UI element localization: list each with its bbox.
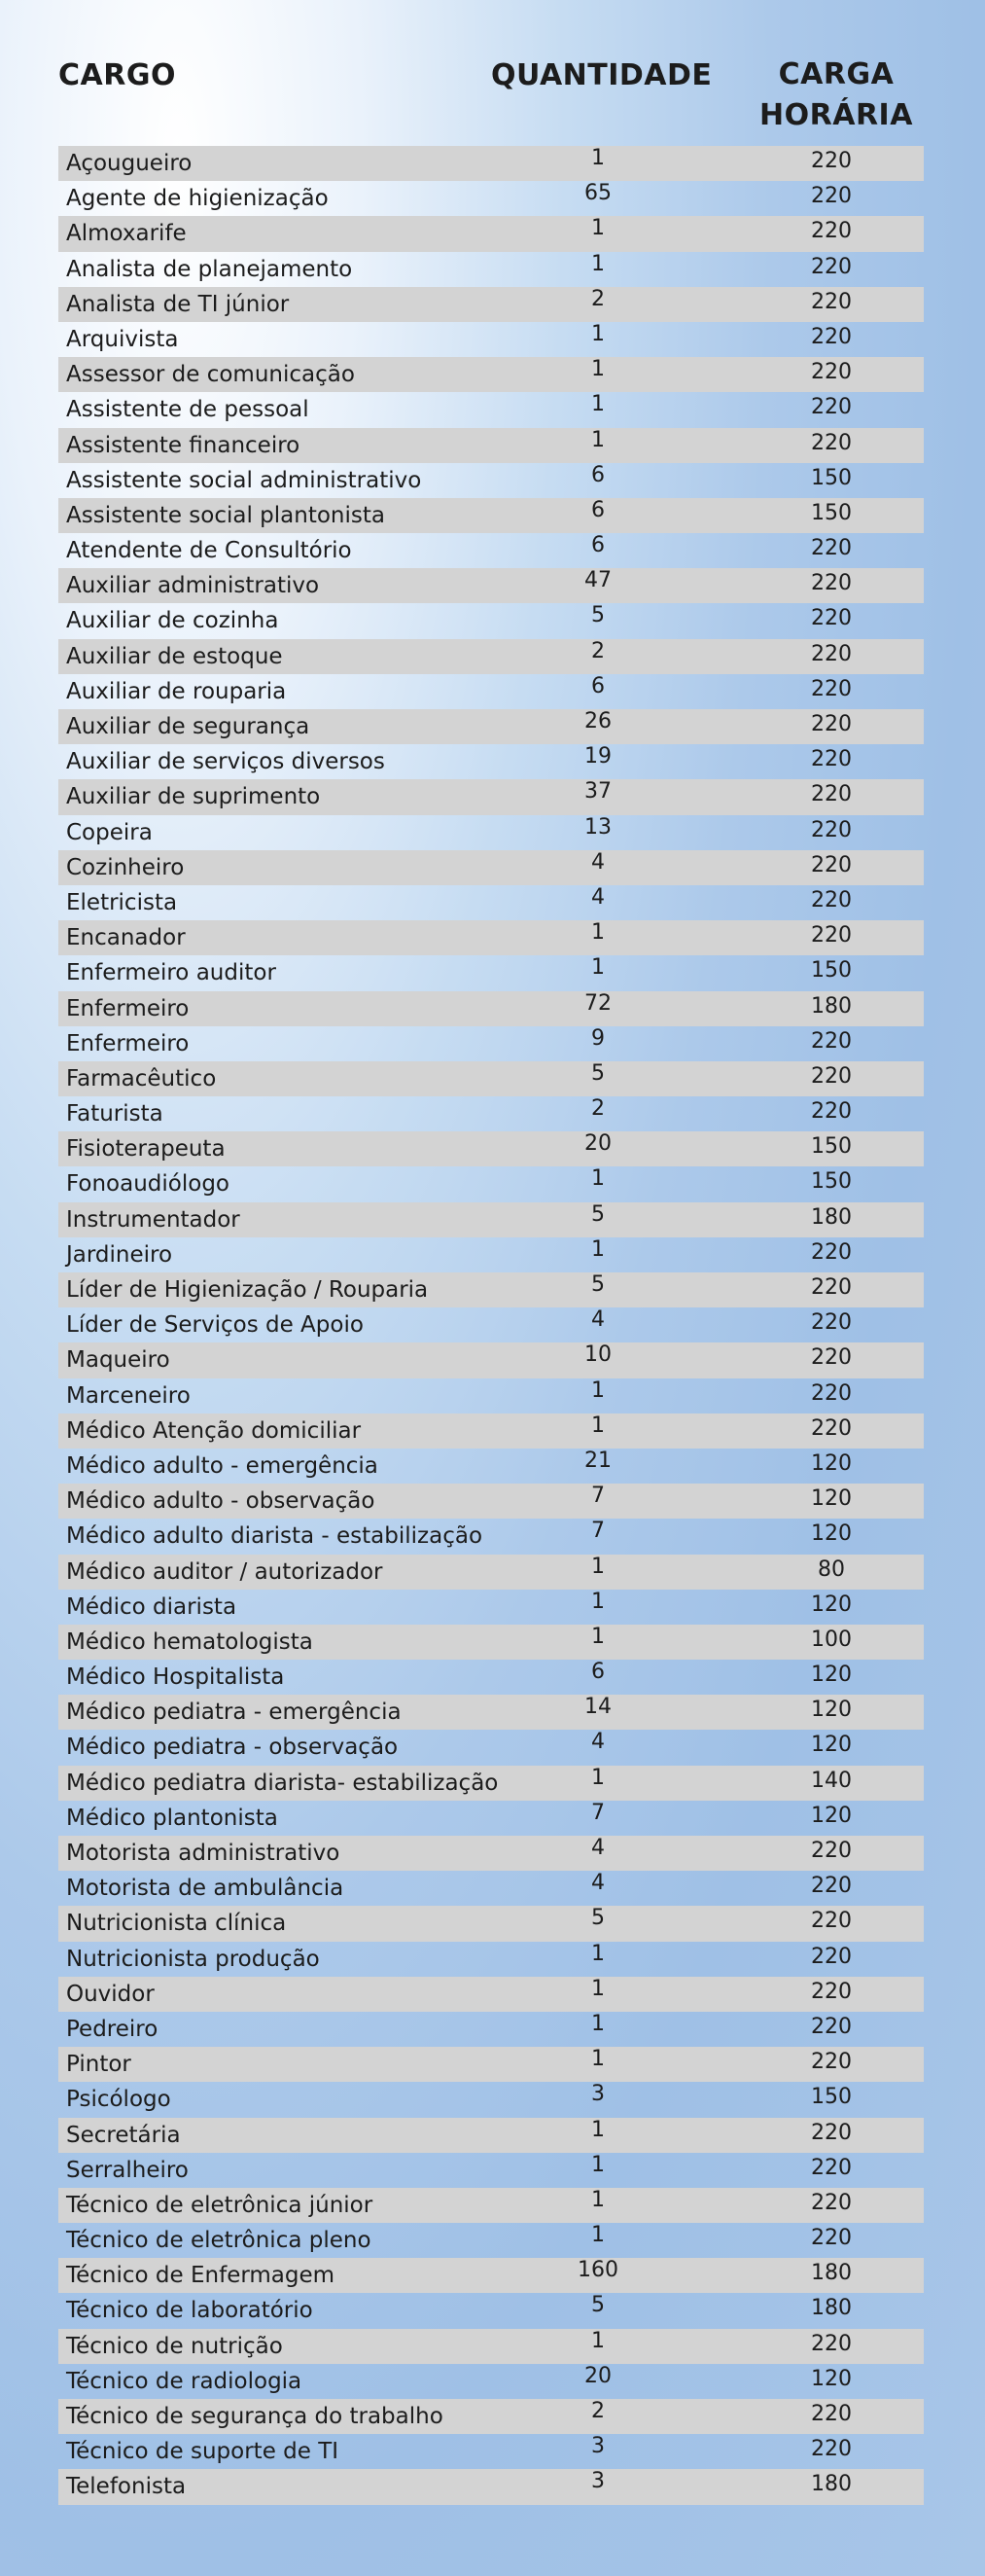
cell-carga-horaria: 150 [811,2085,852,2110]
cell-carga-horaria: 120 [811,2366,852,2391]
cell-quantidade: 1 [591,2187,605,2212]
cell-carga-horaria: 220 [811,1380,852,1406]
cell-carga-horaria: 220 [811,254,852,279]
cell-quantidade: 1 [591,2011,605,2036]
table-row [58,1131,924,1166]
cell-cargo: Médico auditor / autorizador [66,1558,383,1585]
cell-quantidade: 1 [591,2152,605,2177]
cell-quantidade: 1 [591,1166,605,1192]
cell-cargo: Motorista de ambulância [66,1876,344,1902]
cell-quantidade: 4 [591,849,605,875]
cell-cargo: Auxiliar de cozinha [66,608,279,634]
cell-quantidade: 2 [591,2399,605,2423]
cell-cargo: Médico pediatra - emergência [66,1699,402,1726]
table-row [58,533,924,568]
cell-quantidade: 1 [591,1941,605,1966]
table-row [58,2434,924,2469]
cell-cargo: Farmacêutico [66,1065,217,1091]
table-row [58,1730,924,1765]
table-row [58,779,924,814]
cell-quantidade: 4 [591,884,605,910]
cell-carga-horaria: 180 [811,2296,852,2321]
cell-quantidade: 13 [584,814,612,840]
cell-cargo: Auxiliar de serviços diversos [66,749,385,775]
table-row [58,1977,924,2012]
cell-quantidade: 1 [591,1413,605,1438]
cell-quantidade: 1 [591,427,605,452]
cell-carga-horaria: 180 [811,1204,852,1230]
cell-quantidade: 6 [591,533,605,558]
cell-carga-horaria: 180 [811,2472,852,2497]
table-row [58,1378,924,1413]
cell-cargo: Açougueiro [66,151,193,176]
cell-carga-horaria: 220 [811,2402,852,2426]
cell-cargo: Nutricionista produção [66,1946,320,1972]
cell-cargo: Analista de planejamento [66,256,353,282]
cell-cargo: Médico pediatra - observação [66,1735,399,1761]
cell-cargo: Enfermeiro auditor [66,960,276,986]
table-row [58,1166,924,1201]
cell-quantidade: 5 [591,1906,605,1931]
cell-cargo: Nutricionista clínica [66,1911,287,1937]
cell-cargo: Instrumentador [66,1206,240,1233]
table-row [58,252,924,287]
cell-quantidade: 20 [584,1131,612,1157]
cell-cargo: Fonoaudiólogo [66,1171,229,1198]
cell-cargo: Arquivista [66,326,179,352]
cell-cargo: Motorista administrativo [66,1841,340,1866]
cell-cargo: Assessor de comunicação [66,362,355,388]
cell-cargo: Assistente social plantonista [66,502,385,528]
table-row [58,991,924,1026]
cell-carga-horaria: 220 [811,1909,852,1934]
table-row [58,709,924,744]
table-row [58,357,924,392]
cell-quantidade: 2 [591,1096,605,1122]
cell-cargo: Marceneiro [66,1382,191,1409]
cell-quantidade: 1 [591,392,605,417]
table-row [58,1307,924,1342]
header-carga-horaria [739,54,933,136]
table-body [58,146,924,2505]
cell-quantidade: 20 [584,2363,612,2388]
cell-quantidade: 14 [584,1695,612,1720]
table-row [58,1801,924,1836]
table-row [58,1272,924,1307]
cell-quantidade: 1 [591,1976,605,2001]
table-row [58,744,924,779]
cell-cargo: Assistente financeiro [66,432,300,458]
cell-carga-horaria: 220 [811,676,852,701]
cell-cargo: Técnico de eletrônica pleno [66,2228,371,2254]
table-row [58,463,924,498]
cell-quantidade: 1 [591,2117,605,2142]
table-row [58,1202,924,1237]
cell-cargo: Médico Hospitalista [66,1664,285,1691]
cell-carga-horaria: 100 [811,1627,852,1652]
table-row [58,2082,924,2117]
cell-quantidade: 6 [591,673,605,698]
header-cargo: CARGO [58,58,176,92]
cell-cargo: Enfermeiro [66,995,190,1021]
table-row [58,1413,924,1449]
cell-cargo: Analista de TI júnior [66,291,290,317]
cell-carga-horaria: 220 [811,395,852,420]
cell-cargo: Cozinheiro [66,854,185,880]
table-row [58,639,924,674]
cell-quantidade: 2 [591,286,605,311]
cell-quantidade: 1 [591,1589,605,1614]
cell-cargo: Auxiliar de suprimento [66,784,321,810]
cell-quantidade: 4 [591,1871,605,1896]
table-row [58,2012,924,2047]
cell-quantidade: 1 [591,920,605,946]
cell-quantidade: 1 [591,2223,605,2248]
table-row [58,216,924,251]
cell-cargo: Médico diarista [66,1593,237,1620]
cell-carga-horaria: 220 [811,1874,852,1899]
cell-cargo: Maqueiro [66,1347,170,1374]
cell-cargo: Assistente de pessoal [66,397,309,423]
table-row [58,955,924,990]
cell-carga-horaria: 220 [811,1275,852,1300]
table-row [58,428,924,463]
cell-carga-horaria: 220 [811,1415,852,1441]
cell-quantidade: 6 [591,462,605,487]
header-carga-line1: CARGA [778,57,895,91]
table-row [58,1836,924,1871]
cell-carga-horaria: 150 [811,958,852,984]
header-quantidade: QUANTIDADE [491,58,713,92]
table-row [58,850,924,885]
cell-cargo: Médico hematologista [66,1628,313,1655]
table-header [0,58,985,146]
cell-carga-horaria: 120 [811,1733,852,1758]
cell-quantidade: 5 [591,1272,605,1297]
cell-carga-horaria: 220 [811,606,852,631]
cell-quantidade: 1 [591,216,605,241]
cell-quantidade: 1 [591,146,605,170]
cell-quantidade: 65 [584,181,612,206]
cell-quantidade: 7 [591,1484,605,1509]
table-row [58,1625,924,1660]
table-row [58,1555,924,1590]
cell-carga-horaria: 180 [811,993,852,1019]
cell-cargo: Auxiliar de rouparia [66,678,287,704]
cell-quantidade: 5 [591,603,605,628]
table-row [58,2329,924,2364]
cell-cargo: Líder de Higienização / Rouparia [66,1277,429,1303]
cell-quantidade: 7 [591,1519,605,1544]
cell-carga-horaria: 120 [811,1450,852,1476]
cell-carga-horaria: 220 [811,430,852,455]
cell-cargo: Secretária [66,2122,181,2148]
table-row [58,2047,924,2082]
table-row [58,1342,924,1377]
cell-cargo: Agente de higienização [66,186,329,212]
cell-cargo: Líder de Serviços de Apoio [66,1312,364,1339]
table-row [58,322,924,357]
cell-carga-horaria: 220 [811,747,852,772]
table-row [58,2399,924,2434]
table-row [58,287,924,322]
table-row [58,2153,924,2188]
cell-cargo: Eletricista [66,889,178,915]
table-row [58,603,924,638]
cell-quantidade: 1 [591,2328,605,2353]
cell-cargo: Técnico de Enfermagem [66,2263,335,2289]
cell-carga-horaria: 220 [811,1839,852,1863]
cell-quantidade: 19 [584,744,612,769]
table-row [58,2364,924,2399]
cell-quantidade: 4 [591,1307,605,1333]
cell-cargo: Auxiliar de segurança [66,714,310,739]
cell-carga-horaria: 220 [811,2155,852,2180]
cell-quantidade: 72 [584,990,612,1016]
cell-carga-horaria: 220 [811,219,852,244]
table-row [58,1026,924,1061]
table-row [58,2258,924,2293]
cell-carga-horaria: 140 [811,1768,852,1793]
cell-quantidade: 6 [591,497,605,522]
table-row [58,1237,924,1272]
cell-carga-horaria: 220 [811,852,852,877]
cell-cargo: Faturista [66,1101,163,1127]
cell-quantidade: 3 [591,2434,605,2459]
cell-cargo: Técnico de suporte de TI [66,2439,339,2465]
table-row [58,568,924,603]
cell-cargo: Técnico de laboratório [66,2298,313,2324]
cell-quantidade: 1 [591,321,605,346]
cell-carga-horaria: 220 [811,1944,852,1969]
cell-carga-horaria: 150 [811,1134,852,1160]
cell-quantidade: 1 [591,1377,605,1403]
cell-cargo: Técnico de eletrônica júnior [66,2192,373,2218]
cell-cargo: Técnico de segurança do trabalho [66,2404,443,2429]
cell-carga-horaria: 220 [811,1310,852,1336]
cell-carga-horaria: 120 [811,1592,852,1617]
cell-quantidade: 5 [591,2293,605,2318]
cell-carga-horaria: 220 [811,923,852,948]
table-row [58,1906,924,1941]
cell-carga-horaria: 220 [811,1345,852,1371]
table-row [58,181,924,216]
table-row [58,498,924,533]
cell-cargo: Fisioterapeuta [66,1136,226,1163]
cell-carga-horaria: 220 [811,817,852,842]
cell-quantidade: 1 [591,1765,605,1790]
cell-carga-horaria: 220 [811,1979,852,2004]
cell-carga-horaria: 220 [811,149,852,173]
cell-quantidade: 1 [591,1624,605,1649]
table-row [58,674,924,709]
table-row [58,1660,924,1695]
cell-carga-horaria: 220 [811,571,852,596]
cell-quantidade: 7 [591,1800,605,1825]
header-carga-line2: HORÁRIA [759,98,913,132]
cell-quantidade: 160 [578,2258,618,2283]
cell-quantidade: 21 [584,1448,612,1473]
table-row [58,146,924,181]
cell-quantidade: 1 [591,1554,605,1579]
cell-cargo: Pedreiro [66,2016,158,2042]
cell-cargo: Jardineiro [66,1241,173,1268]
cell-carga-horaria: 120 [811,1663,852,1688]
table-row [58,2118,924,2153]
cell-quantidade: 9 [591,1025,605,1051]
cell-carga-horaria: 220 [811,2120,852,2145]
table-row [58,2223,924,2258]
cell-carga-horaria: 120 [811,1803,852,1828]
cell-quantidade: 6 [591,1660,605,1685]
cell-carga-horaria: 220 [811,2437,852,2462]
table-row [58,885,924,920]
cell-cargo: Médico adulto - observação [66,1488,375,1515]
cell-carga-horaria: 220 [811,2190,852,2215]
table-row [58,2469,924,2504]
cell-carga-horaria: 220 [811,887,852,912]
cell-cargo: Técnico de nutrição [66,2333,283,2359]
cell-carga-horaria: 220 [811,2331,852,2356]
cell-carga-horaria: 220 [811,536,852,561]
cell-quantidade: 1 [591,357,605,382]
cell-cargo: Médico adulto diarista - estabilização [66,1523,483,1550]
table-row [58,1449,924,1484]
cell-cargo: Enfermeiro [66,1030,190,1056]
table-row [58,392,924,427]
cell-cargo: Médico plantonista [66,1805,278,1831]
cell-carga-horaria: 150 [811,500,852,525]
cell-cargo: Auxiliar de estoque [66,643,283,669]
cell-quantidade: 4 [591,1730,605,1755]
cell-carga-horaria: 220 [811,1239,852,1265]
cell-cargo: Assistente social administrativo [66,467,422,493]
cell-cargo: Médico pediatra diarista- estabilização [66,1770,499,1796]
cell-carga-horaria: 220 [811,1099,852,1125]
cell-quantidade: 5 [591,1060,605,1086]
cell-carga-horaria: 80 [818,1556,845,1582]
cell-cargo: Pintor [66,2052,131,2078]
table-row [58,1484,924,1519]
cell-carga-horaria: 220 [811,641,852,666]
cell-carga-horaria: 180 [811,2261,852,2286]
cell-carga-horaria: 220 [811,289,852,314]
cell-carga-horaria: 220 [811,1028,852,1054]
cell-quantidade: 26 [584,709,612,733]
cell-cargo: Telefonista [66,2474,187,2500]
cell-carga-horaria: 220 [811,360,852,385]
cell-quantidade: 3 [591,2469,605,2494]
cell-carga-horaria: 120 [811,1486,852,1512]
cell-cargo: Encanador [66,925,186,951]
cell-carga-horaria: 150 [811,465,852,490]
table-row [58,1519,924,1554]
cell-carga-horaria: 220 [811,2050,852,2075]
cell-carga-horaria: 150 [811,1169,852,1195]
table-row [58,2188,924,2223]
cell-carga-horaria: 220 [811,2226,852,2251]
table-row [58,815,924,850]
cell-quantidade: 1 [591,2047,605,2072]
cell-carga-horaria: 220 [811,2014,852,2039]
cell-quantidade: 2 [591,638,605,663]
cell-quantidade: 10 [584,1342,612,1368]
cell-carga-horaria: 120 [811,1698,852,1723]
cell-carga-horaria: 220 [811,1063,852,1089]
cell-carga-horaria: 220 [811,324,852,349]
table-row [58,1695,924,1730]
cell-cargo: Atendente de Consultório [66,538,352,564]
table-row [58,920,924,955]
cell-cargo: Médico Atenção domiciliar [66,1417,362,1444]
cell-cargo: Ouvidor [66,1981,155,2007]
cell-quantidade: 5 [591,1201,605,1227]
cell-cargo: Copeira [66,819,153,845]
cell-cargo: Almoxarife [66,221,187,247]
cell-quantidade: 4 [591,1836,605,1860]
table-row [58,1766,924,1801]
cell-cargo: Psicólogo [66,2087,171,2113]
table-row [58,1590,924,1625]
cell-quantidade: 37 [584,779,612,805]
table-row [58,2293,924,2328]
table-row [58,1871,924,1906]
cell-cargo: Técnico de radiologia [66,2368,302,2394]
table-row [58,1061,924,1096]
cell-cargo: Auxiliar administrativo [66,573,320,599]
cell-cargo: Médico adulto - emergência [66,1452,378,1479]
cell-carga-horaria: 120 [811,1521,852,1547]
cell-carga-horaria: 220 [811,782,852,807]
cell-quantidade: 1 [591,955,605,981]
cell-quantidade: 1 [591,251,605,276]
cell-quantidade: 3 [591,2082,605,2107]
cell-carga-horaria: 220 [811,712,852,736]
table-row [58,1942,924,1977]
cell-quantidade: 1 [591,1236,605,1262]
cell-carga-horaria: 220 [811,184,852,209]
table-row [58,1096,924,1131]
cell-cargo: Serralheiro [66,2157,189,2183]
cell-quantidade: 47 [584,568,612,593]
